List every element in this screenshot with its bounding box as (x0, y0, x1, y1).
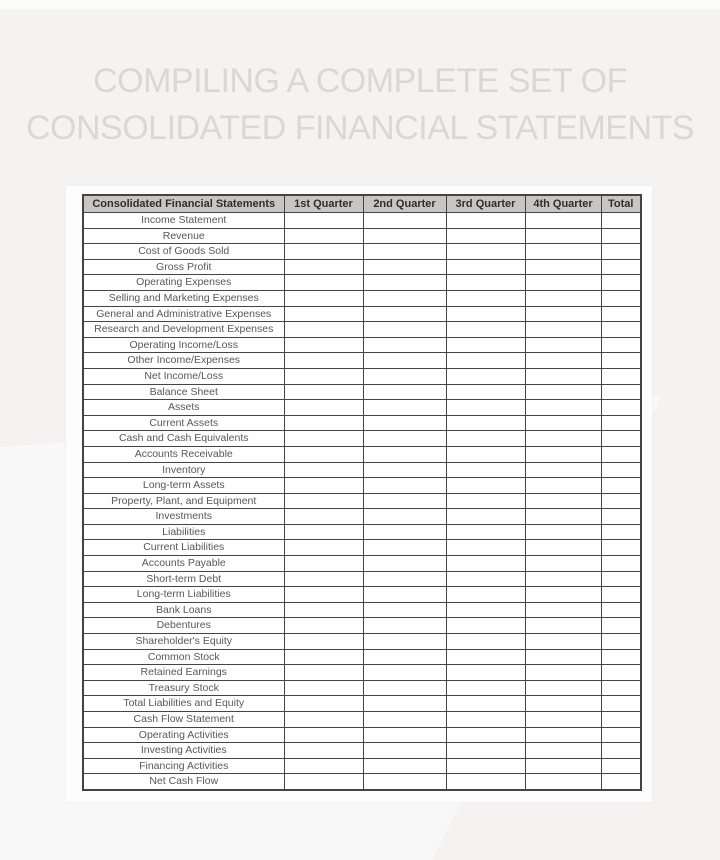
value-cell[interactable] (525, 680, 601, 696)
value-cell[interactable] (601, 696, 641, 712)
value-cell[interactable] (284, 337, 363, 353)
value-cell[interactable] (601, 384, 641, 400)
value-cell[interactable] (601, 634, 641, 650)
value-cell[interactable] (446, 758, 525, 774)
row-label-cell: Investing Activities (83, 743, 284, 759)
table-row (83, 774, 641, 790)
value-cell[interactable] (284, 446, 363, 462)
value-cell[interactable] (601, 774, 641, 790)
table-row (83, 259, 641, 275)
value-cell[interactable] (601, 540, 641, 556)
row-label-cell: Net Cash Flow (83, 774, 284, 790)
table-row (83, 384, 641, 400)
row-label-cell: Financing Activities (83, 758, 284, 774)
value-cell[interactable] (446, 353, 525, 369)
table-row (83, 337, 641, 353)
table-row (83, 290, 641, 306)
table-row (83, 540, 641, 556)
page-title-line-2: CONSOLIDATED FINANCIAL STATEMENTS (26, 109, 694, 147)
value-cell[interactable] (601, 353, 641, 369)
value-cell[interactable] (525, 353, 601, 369)
value-cell[interactable] (601, 509, 641, 525)
table-row (83, 634, 641, 650)
row-label-cell: Cost of Goods Sold (83, 244, 284, 260)
value-cell[interactable] (363, 415, 446, 431)
table-row (83, 400, 641, 416)
value-cell[interactable] (284, 228, 363, 244)
value-cell[interactable] (525, 493, 601, 509)
value-cell[interactable] (525, 602, 601, 618)
value-cell[interactable] (363, 213, 446, 229)
row-label-cell: Liabilities (83, 524, 284, 540)
row-label-cell: Treasury Stock (83, 680, 284, 696)
value-cell[interactable] (363, 509, 446, 525)
value-cell[interactable] (525, 431, 601, 447)
value-cell[interactable] (363, 275, 446, 291)
column-header-0: Consolidated Financial Statements (83, 195, 284, 213)
value-cell[interactable] (284, 478, 363, 494)
value-cell[interactable] (446, 618, 525, 634)
row-label-cell: Total Liabilities and Equity (83, 696, 284, 712)
value-cell[interactable] (446, 665, 525, 681)
value-cell[interactable] (446, 446, 525, 462)
value-cell[interactable] (601, 322, 641, 338)
value-cell[interactable] (446, 524, 525, 540)
value-cell[interactable] (525, 696, 601, 712)
row-label-cell: Inventory (83, 462, 284, 478)
value-cell[interactable] (363, 306, 446, 322)
value-cell[interactable] (284, 571, 363, 587)
value-cell[interactable] (525, 259, 601, 275)
table-row (83, 353, 641, 369)
value-cell[interactable] (446, 415, 525, 431)
column-header-3: 3rd Quarter (446, 195, 525, 213)
row-label-cell: Long-term Assets (83, 478, 284, 494)
row-label-cell: Current Liabilities (83, 540, 284, 556)
value-cell[interactable] (601, 712, 641, 728)
value-cell[interactable] (601, 587, 641, 603)
value-cell[interactable] (363, 478, 446, 494)
row-label-cell: Operating Income/Loss (83, 337, 284, 353)
value-cell[interactable] (446, 478, 525, 494)
value-cell[interactable] (601, 680, 641, 696)
row-label-cell: Shareholder's Equity (83, 634, 284, 650)
value-cell[interactable] (363, 259, 446, 275)
value-cell[interactable] (525, 649, 601, 665)
row-label-cell: Current Assets (83, 415, 284, 431)
value-cell[interactable] (446, 462, 525, 478)
value-cell[interactable] (525, 322, 601, 338)
value-cell[interactable] (446, 400, 525, 416)
value-cell[interactable] (363, 322, 446, 338)
value-cell[interactable] (284, 774, 363, 790)
value-cell[interactable] (363, 587, 446, 603)
value-cell[interactable] (284, 244, 363, 260)
financial-table (82, 194, 642, 791)
value-cell[interactable] (446, 509, 525, 525)
table-row (83, 431, 641, 447)
table-row (83, 509, 641, 525)
value-cell[interactable] (446, 322, 525, 338)
table-row (83, 322, 641, 338)
value-cell[interactable] (363, 602, 446, 618)
table-row (83, 665, 641, 681)
value-cell[interactable] (363, 337, 446, 353)
table-row (83, 743, 641, 759)
value-cell[interactable] (446, 228, 525, 244)
value-cell[interactable] (525, 587, 601, 603)
value-cell[interactable] (525, 634, 601, 650)
value-cell[interactable] (446, 680, 525, 696)
value-cell[interactable] (284, 431, 363, 447)
value-cell[interactable] (446, 649, 525, 665)
value-cell[interactable] (284, 524, 363, 540)
row-label-cell: Gross Profit (83, 259, 284, 275)
value-cell[interactable] (601, 337, 641, 353)
value-cell[interactable] (284, 743, 363, 759)
value-cell[interactable] (525, 415, 601, 431)
value-cell[interactable] (525, 618, 601, 634)
value-cell[interactable] (446, 774, 525, 790)
table-row (83, 275, 641, 291)
value-cell[interactable] (363, 493, 446, 509)
value-cell[interactable] (446, 290, 525, 306)
value-cell[interactable] (525, 665, 601, 681)
value-cell[interactable] (446, 259, 525, 275)
value-cell[interactable] (284, 540, 363, 556)
value-cell[interactable] (363, 244, 446, 260)
row-label-cell: Retained Earnings (83, 665, 284, 681)
value-cell[interactable] (601, 368, 641, 384)
table-row (83, 462, 641, 478)
value-cell[interactable] (525, 774, 601, 790)
value-cell[interactable] (525, 509, 601, 525)
page-title (0, 58, 720, 152)
row-label-cell: Investments (83, 509, 284, 525)
value-cell[interactable] (284, 213, 363, 229)
row-label-cell: Bank Loans (83, 602, 284, 618)
value-cell[interactable] (446, 727, 525, 743)
row-label-cell: Long-term Liabilities (83, 587, 284, 603)
value-cell[interactable] (601, 400, 641, 416)
row-label-cell: Net Income/Loss (83, 368, 284, 384)
value-cell[interactable] (601, 649, 641, 665)
table-row (83, 244, 641, 260)
value-cell[interactable] (446, 712, 525, 728)
value-cell[interactable] (525, 727, 601, 743)
value-cell[interactable] (284, 415, 363, 431)
value-cell[interactable] (363, 665, 446, 681)
table-row (83, 571, 641, 587)
value-cell[interactable] (363, 649, 446, 665)
value-cell[interactable] (446, 602, 525, 618)
value-cell[interactable] (363, 680, 446, 696)
value-cell[interactable] (601, 244, 641, 260)
row-label-cell: Research and Development Expenses (83, 322, 284, 338)
value-cell[interactable] (446, 244, 525, 260)
value-cell[interactable] (284, 400, 363, 416)
value-cell[interactable] (446, 634, 525, 650)
table-row (83, 228, 641, 244)
value-cell[interactable] (601, 556, 641, 572)
value-cell[interactable] (525, 540, 601, 556)
value-cell[interactable] (446, 556, 525, 572)
table-row (83, 415, 641, 431)
value-cell[interactable] (525, 275, 601, 291)
value-cell[interactable] (601, 446, 641, 462)
value-cell[interactable] (363, 353, 446, 369)
value-cell[interactable] (525, 213, 601, 229)
value-cell[interactable] (446, 306, 525, 322)
value-cell[interactable] (601, 665, 641, 681)
value-cell[interactable] (363, 556, 446, 572)
value-cell[interactable] (363, 524, 446, 540)
value-cell[interactable] (446, 384, 525, 400)
value-cell[interactable] (446, 337, 525, 353)
value-cell[interactable] (525, 758, 601, 774)
value-cell[interactable] (284, 290, 363, 306)
table-row (83, 306, 641, 322)
value-cell[interactable] (284, 680, 363, 696)
value-cell[interactable] (601, 213, 641, 229)
value-cell[interactable] (601, 758, 641, 774)
value-cell[interactable] (284, 493, 363, 509)
value-cell[interactable] (284, 353, 363, 369)
value-cell[interactable] (525, 524, 601, 540)
value-cell[interactable] (601, 618, 641, 634)
value-cell[interactable] (284, 618, 363, 634)
value-cell[interactable] (525, 384, 601, 400)
row-label-cell: Accounts Receivable (83, 446, 284, 462)
table-row (83, 680, 641, 696)
value-cell[interactable] (525, 228, 601, 244)
value-cell[interactable] (525, 478, 601, 494)
value-cell[interactable] (363, 696, 446, 712)
value-cell[interactable] (284, 384, 363, 400)
value-cell[interactable] (446, 368, 525, 384)
value-cell[interactable] (601, 431, 641, 447)
value-cell[interactable] (284, 587, 363, 603)
row-label-cell: Cash Flow Statement (83, 712, 284, 728)
value-cell[interactable] (446, 431, 525, 447)
table-row (83, 696, 641, 712)
value-cell[interactable] (525, 337, 601, 353)
background-top-strip (0, 0, 720, 9)
value-cell[interactable] (284, 696, 363, 712)
table-row (83, 213, 641, 229)
value-cell[interactable] (363, 384, 446, 400)
value-cell[interactable] (363, 540, 446, 556)
value-cell[interactable] (284, 509, 363, 525)
value-cell[interactable] (284, 602, 363, 618)
row-label-cell: Debentures (83, 618, 284, 634)
value-cell[interactable] (363, 712, 446, 728)
row-label-cell: General and Administrative Expenses (83, 306, 284, 322)
value-cell[interactable] (363, 290, 446, 306)
row-label-cell: Selling and Marketing Expenses (83, 290, 284, 306)
column-header-2: 2nd Quarter (363, 195, 446, 213)
value-cell[interactable] (284, 462, 363, 478)
row-label-cell: Common Stock (83, 649, 284, 665)
value-cell[interactable] (363, 618, 446, 634)
value-cell[interactable] (525, 446, 601, 462)
value-cell[interactable] (446, 743, 525, 759)
column-header-5: Total (601, 195, 641, 213)
value-cell[interactable] (446, 696, 525, 712)
value-cell[interactable] (363, 774, 446, 790)
row-label-cell: Operating Expenses (83, 275, 284, 291)
header-row (83, 195, 641, 213)
value-cell[interactable] (525, 462, 601, 478)
value-cell[interactable] (525, 306, 601, 322)
table-row (83, 556, 641, 572)
page-title-line-1: COMPILING A COMPLETE SET OF (93, 62, 627, 100)
value-cell[interactable] (363, 368, 446, 384)
table-row (83, 618, 641, 634)
table-card (66, 186, 652, 802)
value-cell[interactable] (363, 634, 446, 650)
value-cell[interactable] (284, 712, 363, 728)
value-cell[interactable] (446, 587, 525, 603)
value-cell[interactable] (525, 556, 601, 572)
table-row (83, 587, 641, 603)
financial-table-body (83, 213, 641, 790)
value-cell[interactable] (284, 275, 363, 291)
row-label-cell: Assets (83, 400, 284, 416)
value-cell[interactable] (601, 259, 641, 275)
value-cell[interactable] (601, 462, 641, 478)
value-cell[interactable] (284, 727, 363, 743)
value-cell[interactable] (363, 727, 446, 743)
column-header-4: 4th Quarter (525, 195, 601, 213)
value-cell[interactable] (446, 540, 525, 556)
financial-table-header (83, 195, 641, 213)
value-cell[interactable] (446, 571, 525, 587)
value-cell[interactable] (525, 571, 601, 587)
value-cell[interactable] (284, 649, 363, 665)
value-cell[interactable] (601, 743, 641, 759)
column-header-1: 1st Quarter (284, 195, 363, 213)
table-row (83, 368, 641, 384)
value-cell[interactable] (284, 758, 363, 774)
value-cell[interactable] (284, 368, 363, 384)
value-cell[interactable] (363, 400, 446, 416)
value-cell[interactable] (284, 306, 363, 322)
value-cell[interactable] (601, 493, 641, 509)
row-label-cell: Revenue (83, 228, 284, 244)
row-label-cell: Other Income/Expenses (83, 353, 284, 369)
value-cell[interactable] (525, 244, 601, 260)
value-cell[interactable] (525, 400, 601, 416)
table-row (83, 649, 641, 665)
value-cell[interactable] (363, 446, 446, 462)
value-cell[interactable] (363, 431, 446, 447)
value-cell[interactable] (601, 571, 641, 587)
value-cell[interactable] (446, 493, 525, 509)
value-cell[interactable] (284, 556, 363, 572)
value-cell[interactable] (601, 602, 641, 618)
value-cell[interactable] (601, 415, 641, 431)
value-cell[interactable] (284, 665, 363, 681)
value-cell[interactable] (446, 213, 525, 229)
row-label-cell: Balance Sheet (83, 384, 284, 400)
value-cell[interactable] (363, 462, 446, 478)
value-cell[interactable] (284, 322, 363, 338)
table-row (83, 524, 641, 540)
table-row (83, 478, 641, 494)
value-cell[interactable] (363, 743, 446, 759)
row-label-cell: Income Statement (83, 213, 284, 229)
table-row (83, 758, 641, 774)
table-row (83, 493, 641, 509)
value-cell[interactable] (601, 275, 641, 291)
value-cell[interactable] (525, 368, 601, 384)
table-row (83, 446, 641, 462)
value-cell[interactable] (601, 478, 641, 494)
value-cell[interactable] (601, 290, 641, 306)
table-row (83, 602, 641, 618)
value-cell[interactable] (363, 758, 446, 774)
row-label-cell: Operating Activities (83, 727, 284, 743)
value-cell[interactable] (601, 524, 641, 540)
value-cell[interactable] (525, 712, 601, 728)
value-cell[interactable] (284, 259, 363, 275)
value-cell[interactable] (363, 571, 446, 587)
table-row (83, 712, 641, 728)
row-label-cell: Short-term Debt (83, 571, 284, 587)
value-cell[interactable] (525, 743, 601, 759)
value-cell[interactable] (363, 228, 446, 244)
value-cell[interactable] (601, 228, 641, 244)
row-label-cell: Accounts Payable (83, 556, 284, 572)
value-cell[interactable] (525, 290, 601, 306)
value-cell[interactable] (601, 306, 641, 322)
value-cell[interactable] (446, 275, 525, 291)
value-cell[interactable] (601, 727, 641, 743)
value-cell[interactable] (284, 634, 363, 650)
table-row (83, 727, 641, 743)
row-label-cell: Cash and Cash Equivalents (83, 431, 284, 447)
row-label-cell: Property, Plant, and Equipment (83, 493, 284, 509)
